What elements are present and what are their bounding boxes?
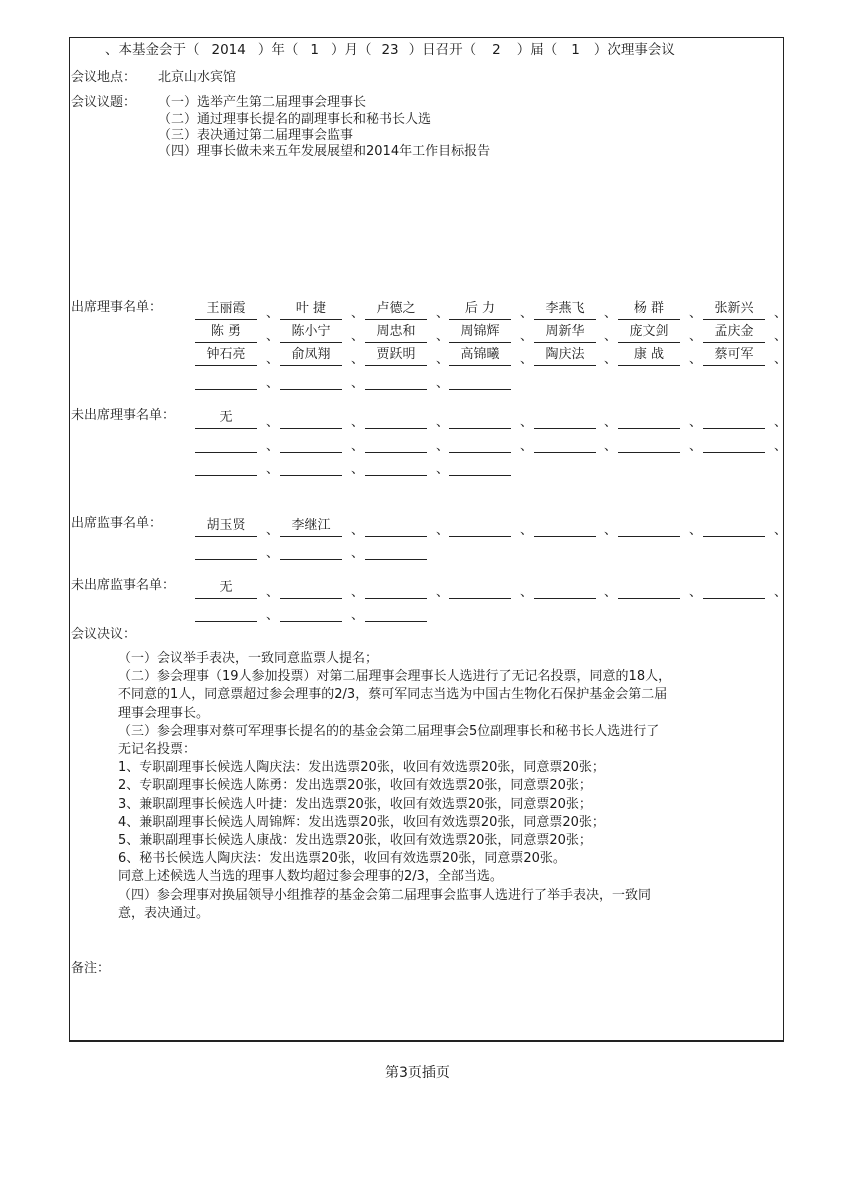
separator: 、: [689, 352, 703, 367]
resolution-line: 意，表决通过。: [118, 905, 210, 921]
name-slot: [195, 372, 257, 390]
agenda-item: （三）表决通过第二届理事会监事: [158, 128, 354, 143]
name-slot: 贾跃明: [365, 348, 427, 366]
name-slot: 李燕飞: [534, 302, 596, 320]
resolution-line: 3、兼职副理事长候选人叶捷：发出选票20张，收回有效选票20张，同意票20张；: [118, 796, 592, 812]
separator: 、: [436, 376, 450, 391]
separator: 、: [266, 546, 280, 561]
name-slot: [449, 411, 511, 429]
separator: 、: [436, 415, 450, 430]
separator: 、: [520, 329, 534, 344]
separator: 、: [774, 329, 788, 344]
resolution-line: 5、兼职副理事长候选人康战：发出选票20张，收回有效选票20张，同意票20张；: [118, 833, 592, 849]
separator: 、: [266, 523, 280, 538]
separator: 、: [351, 462, 365, 477]
separator: 、: [436, 329, 450, 344]
agenda-item: （四）理事长做未来五年发展展望和2014年工作目标报告: [158, 144, 491, 159]
name-slot: 陶庆法: [534, 348, 596, 366]
name-slot: [195, 458, 257, 476]
name-slot: [703, 581, 765, 599]
separator: 、: [520, 585, 534, 600]
header-day: 23: [381, 42, 399, 58]
header-meeting-no: 1: [571, 42, 580, 58]
name-slot: [195, 542, 257, 560]
resolution-line: 理事会理事长。: [118, 705, 210, 721]
separator: 、: [266, 608, 280, 623]
resolution-line: 同意上述候选人当选的理事人数均超过参会理事的2/3，全部当选。: [118, 869, 503, 885]
name-slot: [280, 435, 342, 453]
separator: 、: [689, 523, 703, 538]
separator: 、: [436, 585, 450, 600]
separator: 、: [604, 329, 618, 344]
resolution-line: （三）参会理事对蔡可军理事长提名的的基金会第二届理事会5位副理事长和秘书长人选进行了: [118, 723, 660, 739]
name-slot: [534, 581, 596, 599]
separator: 、: [351, 352, 365, 367]
name-slot: [618, 519, 680, 537]
name-slot: 陈小宁: [280, 325, 342, 343]
page-footer: 第3页插页: [385, 1065, 450, 1081]
name-slot: [280, 581, 342, 599]
name-slot: [618, 435, 680, 453]
name-slot: [365, 604, 427, 622]
resolution-line: 6、秘书长候选人陶庆法：发出选票20张，收回有效选票20张，同意票20张。: [118, 851, 566, 867]
separator: 、: [266, 352, 280, 367]
name-slot: [280, 411, 342, 429]
separator: 、: [266, 462, 280, 477]
separator: 、: [689, 585, 703, 600]
remarks-label: 备注：: [71, 961, 111, 976]
name-slot: [703, 519, 765, 537]
name-slot: 张新兴: [703, 302, 765, 320]
separator: 、: [520, 523, 534, 538]
attending-supervisors-label: 出席监事名单：: [71, 516, 163, 531]
separator: 、: [604, 415, 618, 430]
separator: 、: [520, 439, 534, 454]
name-slot: 无: [195, 411, 257, 429]
name-slot: 康 战: [618, 348, 680, 366]
separator: 、: [351, 306, 365, 321]
name-slot: [365, 581, 427, 599]
resolution-line: 1、专职副理事长候选人陶庆法：发出选票20张，收回有效选票20张，同意票20张；: [118, 760, 605, 776]
header-day-suffix: ）日召开（: [408, 42, 477, 58]
name-slot: 李继江: [280, 519, 342, 537]
name-slot: 孟庆金: [703, 325, 765, 343]
name-slot: 叶 捷: [280, 302, 342, 320]
separator: 、: [351, 329, 365, 344]
header-month-suffix: ）月（: [330, 42, 372, 58]
name-slot: 陈 勇: [195, 325, 257, 343]
name-slot: 俞凤翔: [280, 348, 342, 366]
separator: 、: [351, 415, 365, 430]
separator: 、: [604, 439, 618, 454]
resolution-line: 无记名投票：: [118, 742, 197, 758]
separator: 、: [774, 352, 788, 367]
name-slot: 周锦辉: [449, 325, 511, 343]
resolution-body: [90, 650, 745, 923]
name-slot: [449, 458, 511, 476]
separator: 、: [351, 439, 365, 454]
name-slot: [618, 581, 680, 599]
separator: 、: [266, 306, 280, 321]
name-slot: [534, 411, 596, 429]
name-slot: [280, 604, 342, 622]
separator: 、: [266, 439, 280, 454]
separator: 、: [351, 585, 365, 600]
name-slot: [703, 411, 765, 429]
name-slot: [449, 519, 511, 537]
separator: 、: [520, 352, 534, 367]
resolution-line: （一）会议举手表决，一致同意监票人提名；: [118, 651, 379, 666]
meeting-header: [105, 44, 675, 58]
resolution-line: 4、兼职副理事长候选人周锦辉：发出选票20张，收回有效选票20张，同意票20张；: [118, 814, 605, 830]
header-session: 2: [492, 42, 501, 58]
name-slot: [195, 604, 257, 622]
separator: 、: [689, 415, 703, 430]
name-slot: [449, 435, 511, 453]
separator: 、: [520, 306, 534, 321]
name-slot: 高锦曦: [449, 348, 511, 366]
separator: 、: [351, 376, 365, 391]
name-slot: 杨 群: [618, 302, 680, 320]
separator: 、: [774, 306, 788, 321]
separator: 、: [689, 329, 703, 344]
absent-supervisors-label: 未出席监事名单：: [71, 578, 176, 593]
separator: 、: [436, 439, 450, 454]
separator: 、: [604, 352, 618, 367]
agenda-label: 会议议题：: [71, 95, 137, 110]
separator: 、: [266, 329, 280, 344]
separator: 、: [689, 439, 703, 454]
name-slot: [365, 411, 427, 429]
name-slot: 庞文剑: [618, 325, 680, 343]
separator: 、: [436, 462, 450, 477]
name-slot: [365, 372, 427, 390]
name-slot: [280, 372, 342, 390]
separator: 、: [774, 585, 788, 600]
absent-directors-label: 未出席理事名单：: [71, 408, 176, 423]
name-slot: [365, 519, 427, 537]
name-slot: 胡玉贤: [195, 519, 257, 537]
name-slot: [195, 435, 257, 453]
separator: 、: [520, 415, 534, 430]
name-slot: [365, 542, 427, 560]
name-slot: 后 力: [449, 302, 511, 320]
name-slot: 无: [195, 581, 257, 599]
name-slot: [280, 542, 342, 560]
separator: 、: [604, 585, 618, 600]
name-slot: [449, 581, 511, 599]
name-slot: [618, 411, 680, 429]
separator: 、: [266, 415, 280, 430]
agenda-item: （二）通过理事长提名的副理事长和秘书长人选: [158, 112, 432, 127]
separator: 、: [436, 306, 450, 321]
separator: 、: [436, 523, 450, 538]
name-slot: [365, 458, 427, 476]
name-slot: 周忠和: [365, 325, 427, 343]
separator: 、: [774, 439, 788, 454]
name-slot: 卢德之: [365, 302, 427, 320]
separator: 、: [774, 415, 788, 430]
name-slot: [703, 435, 765, 453]
name-slot: [534, 435, 596, 453]
name-slot: 钟石亮: [195, 348, 257, 366]
separator: 、: [604, 523, 618, 538]
header-year: 2014: [211, 42, 246, 58]
resolution-line: （四）参会理事对换届领导小组推荐的基金会第二届理事会监事人选进行了举手表决，一致同: [118, 887, 652, 903]
agenda-item: （一）选举产生第二届理事会理事长: [158, 95, 367, 110]
name-slot: [365, 435, 427, 453]
name-slot: 蔡可军: [703, 348, 765, 366]
header-prefix: 、本基金会于（: [105, 42, 200, 58]
resolution-line: （二）参会理事（19人参加投票）对第二届理事会理事长人选进行了无记名投票，同意的18人，: [118, 669, 672, 685]
header-month: 1: [310, 42, 319, 58]
separator: 、: [266, 585, 280, 600]
resolution-line: 2、专职副理事长候选人陈勇：发出选票20张，收回有效选票20张，同意票20张；: [118, 778, 592, 794]
header-year-suffix: ）年（: [257, 42, 299, 58]
separator: 、: [266, 376, 280, 391]
name-slot: 周新华: [534, 325, 596, 343]
separator: 、: [436, 352, 450, 367]
separator: 、: [351, 523, 365, 538]
name-slot: 王丽霞: [195, 302, 257, 320]
header-meeting-suffix: ）次理事会议: [593, 42, 675, 58]
header-session-suffix: ）届（: [516, 42, 558, 58]
separator: 、: [351, 608, 365, 623]
attending-directors-label: 出席理事名单：: [71, 300, 163, 315]
separator: 、: [351, 546, 365, 561]
location-value: 北京山水宾馆: [158, 70, 237, 85]
resolution-line: 不同意的1人，同意票超过参会理事的2/3，蔡可军同志当选为中国古生物化石保护基金会第二届: [118, 687, 668, 703]
separator: 、: [774, 523, 788, 538]
resolution-label: 会议决议：: [71, 627, 137, 642]
separator: 、: [689, 306, 703, 321]
separator: 、: [604, 306, 618, 321]
name-slot: [534, 519, 596, 537]
name-slot: [449, 372, 511, 390]
location-label: 会议地点：: [71, 70, 137, 85]
name-slot: [280, 458, 342, 476]
